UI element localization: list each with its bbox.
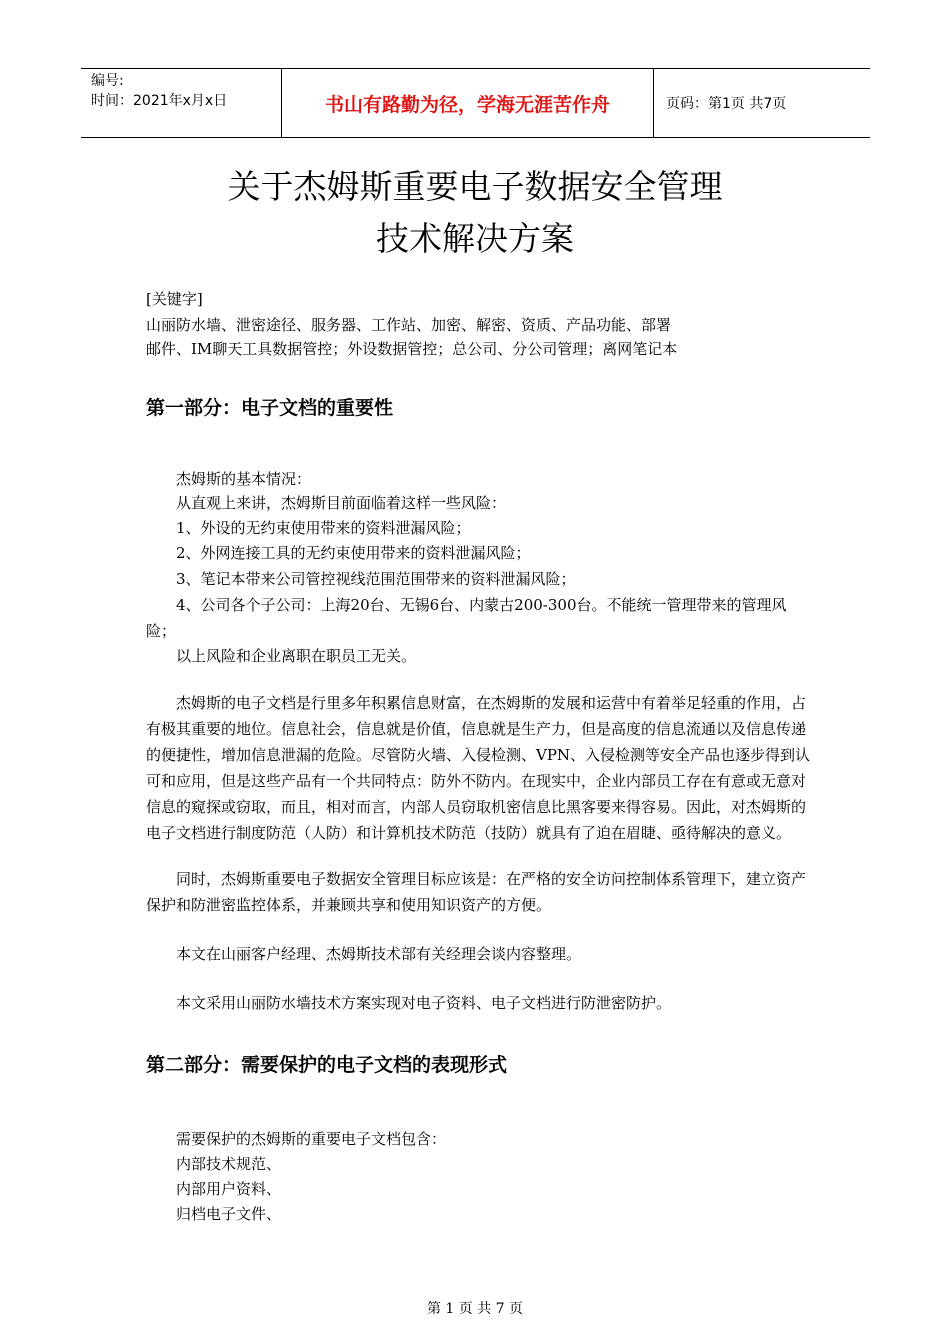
page-footer: 第 1 页 共 7 页	[426, 1301, 524, 1317]
date-label: 时间：2021年x月x日	[91, 93, 228, 109]
paragraph: 2、外网连接工具的无约束使用带来的资料泄漏风险；	[176, 544, 531, 562]
keywords-line2: 邮件、IM聊天工具数据管控；外设数据管控；总公司、分公司管理；离网笔记本	[146, 340, 678, 358]
section1-heading: 第一部分：电子文档的重要性	[146, 397, 394, 419]
paragraph: 同时，杰姆斯重要电子数据安全管理目标应该是：在严格的安全访问控制体系管理下，建立资产保护和防泄密监控体系，并兼顾共享和使用知识资产的方便。	[146, 870, 807, 914]
paragraph: 1、外设的无约束使用带来的资料泄漏风险；	[176, 519, 471, 537]
paragraph: 本文在山丽客户经理、杰姆斯技术部有关经理会谈内容整理。	[176, 945, 582, 963]
paragraph: 需要保护的杰姆斯的重要电子文档包含：	[176, 1130, 447, 1148]
paragraph: 3、笔记本带来公司管控视线范围范围带来的资料泄漏风险；	[176, 570, 576, 588]
paragraph: 杰姆斯的基本情况：	[176, 470, 312, 488]
keywords-label: [关键字]	[146, 290, 203, 308]
paragraph: 内部用户资料、	[176, 1180, 282, 1198]
header-meta	[81, 69, 281, 137]
header-page-info: 页码：第1页 共7页	[666, 96, 787, 112]
paragraph: 本文采用山丽防水墙技术方案实现对电子资料、电子文档进行防泄密防护。	[176, 994, 672, 1012]
header-motto: 书山有路勤为径，学海无涯苦作舟	[281, 69, 654, 137]
paragraph: 以上风险和企业离职在职员工无关。	[176, 647, 417, 665]
document-title-line2: 技术解决方案	[376, 219, 574, 258]
paragraph: 内部技术规范、	[176, 1155, 282, 1173]
paragraph: 从直观上来讲，杰姆斯目前面临着这样一些风险：	[176, 494, 507, 512]
paragraph: 归档电子文件、	[176, 1205, 282, 1223]
keywords-line1: 山丽防水墙、泄密途径、服务器、工作站、加密、解密、资质、产品功能、部署	[146, 316, 672, 334]
document-title-line1: 关于杰姆斯重要电子数据安全管理	[227, 167, 723, 206]
paragraph: 4、公司各个子公司：上海20台、无锡6台、内蒙古200-300台。不能统一管理带来的管理风险；	[146, 596, 787, 640]
code-label: 编号:	[91, 73, 124, 89]
section2-heading: 第二部分：需要保护的电子文档的表现形式	[146, 1054, 508, 1076]
page-header	[81, 68, 870, 138]
paragraph: 杰姆斯的电子文档是行里多年积累信息财富，在杰姆斯的发展和运营中有着举足轻重的作用，占有极其重要的地位。信息社会，信息就是价值，信息就是生产力，但是高度的信息流通以及信息传递的便捷性，增加信息泄漏的危险。尽管防火墙、入侵检测、VPN、入侵检测等安全产品也逐步得到认可和应用，但是这些产品有一个共同特点：防外不防内。在现实中，企业内部员工存在有意或无意对信息的窥探或窃取，而且，相对而言，内部人员窃取机密信息比黑客要来得容易。因此，对杰姆斯的电子文档进行制度防范（人防）和计算机技术防范（技防）就具有了迫在眉睫、亟待解决的意义。	[146, 694, 811, 842]
